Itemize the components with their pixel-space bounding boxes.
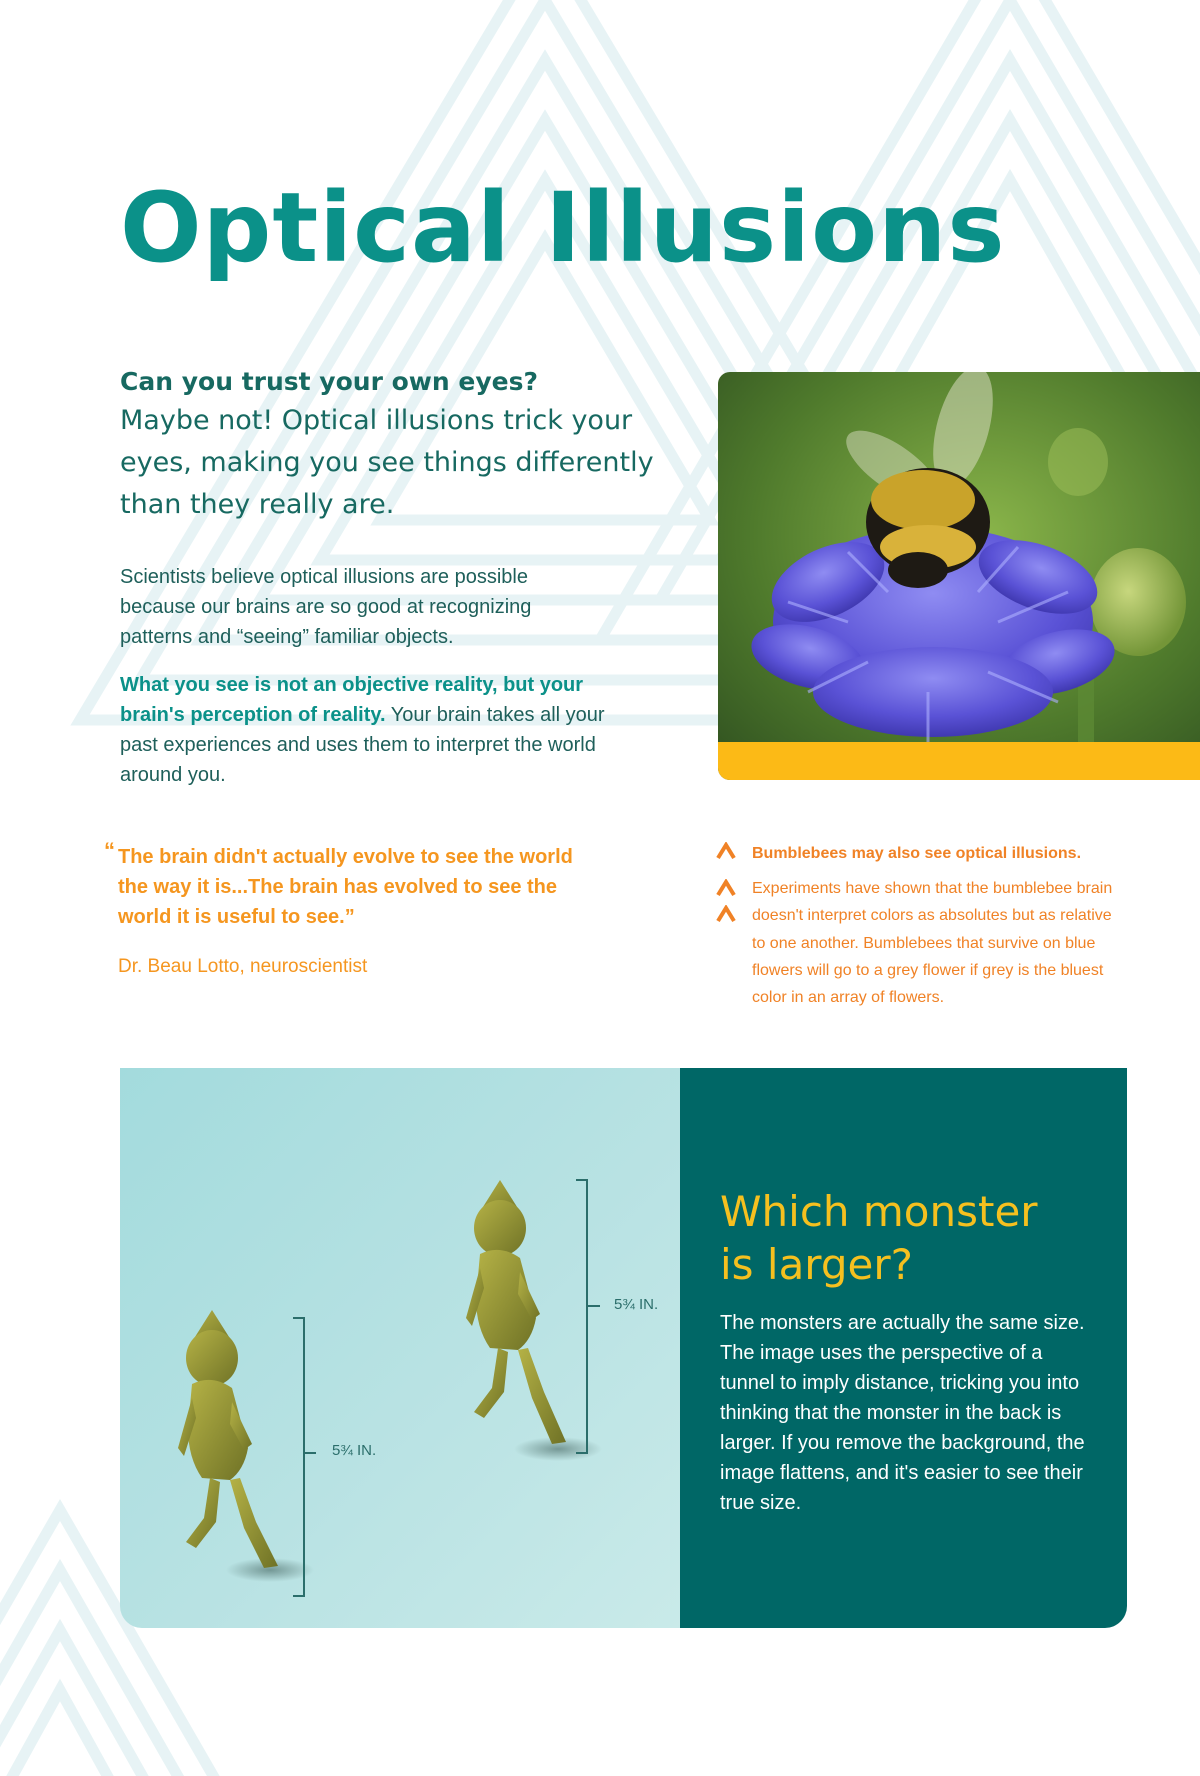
- photo-accent-bar: [718, 742, 1200, 780]
- quote-block: [104, 838, 574, 932]
- quote-mark-icon: “: [104, 838, 115, 863]
- body-paragraph-2-highlight: What you see is not an objective reality, but your brain's perception of reality.: [120, 674, 584, 726]
- measurement-label-back: 5¾ IN.: [614, 1296, 659, 1313]
- chevron-up-icon: [716, 842, 736, 860]
- illusion-text: The monsters are actually the same size. The image uses the perspective of a tunnel to imply distance, tricking you into thinking that the monster in the back is larger. If you remove the background, the image flattens, and it's easier to see their true size.: [720, 1312, 1085, 1514]
- body-paragraph-2: [120, 670, 620, 790]
- bumblebee-photo: [718, 372, 1200, 780]
- intro-block: [120, 364, 680, 526]
- bumblebee-facts: [716, 840, 1126, 1011]
- page-title: Optical Illusions: [120, 172, 1006, 284]
- illusion-panel: [120, 1068, 1127, 1628]
- bee-fact-heading-text: Bumblebees may also see optical illusions.: [752, 845, 1082, 862]
- bee-fact-heading: [716, 840, 1126, 867]
- chevron-up-icon: [716, 879, 736, 897]
- monster-back: [466, 1180, 602, 1461]
- quote-text: The brain didn't actually evolve to see the world the way it is...The brain has evolved to see the world it is useful to see.”: [118, 846, 573, 928]
- measurement-label-front: 5¾ IN.: [332, 1442, 377, 1459]
- bee-fact-body: [716, 875, 1126, 1011]
- chevron-up-icon: [716, 905, 736, 923]
- quote-attribution: Dr. Beau Lotto, neuroscientist: [118, 956, 368, 977]
- body-paragraph-1: Scientists believe optical illusions are possible because our brains are so good at recognizing patterns and “seeing” familiar objects.: [120, 566, 532, 648]
- illusion-explanation: [680, 1068, 1127, 1628]
- bee-fact-text: Experiments have shown that the bumblebee brain doesn't interpret colors as absolutes but as relative to one another. Bumblebees that survive on blue flowers will go to a grey flower if grey is the bluest color in an array of flowers.: [752, 880, 1113, 1006]
- body-paragraph-2-text: Your brain takes all your past experiences and uses them to interpret the world around you.: [120, 704, 605, 786]
- monster-front: [178, 1310, 314, 1582]
- monster-illustration-area: [120, 1068, 680, 1628]
- intro-question: Can you trust your own eyes?: [120, 367, 538, 396]
- illusion-heading: Which monster is larger?: [720, 1187, 1038, 1289]
- intro-lead: Maybe not! Optical illusions trick your eyes, making you see things differently than they really are.: [120, 405, 654, 520]
